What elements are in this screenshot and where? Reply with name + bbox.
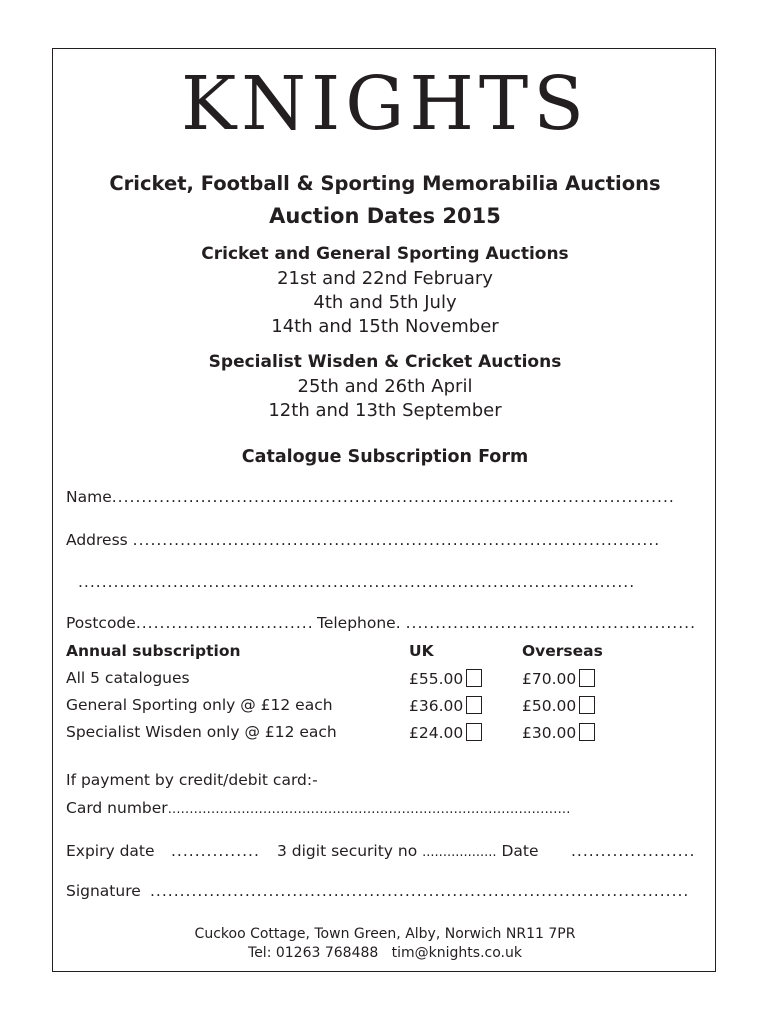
address-label: Address <box>66 531 128 549</box>
uk-price-general-text: £36.00 <box>409 697 464 715</box>
date-label: Date <box>501 842 539 860</box>
card-number-field[interactable]: ............................................................................................. <box>167 802 571 817</box>
uk-price-all <box>409 669 482 688</box>
payment-intro: If payment by credit/debit card:- <box>66 771 318 789</box>
subscription-header: Annual subscription <box>66 642 241 660</box>
security-label: 3 digit security no <box>277 842 418 860</box>
overseas-price-specialist <box>522 723 595 742</box>
overseas-specialist-checkbox[interactable] <box>579 723 595 741</box>
uk-price-all-text: £55.00 <box>409 670 464 688</box>
specialist-date-1: 25th and 26th April <box>297 376 473 397</box>
name-field[interactable]: ............................................................................................... <box>111 488 675 506</box>
date-field[interactable]: ..................... <box>571 842 696 860</box>
row-label-specialist: Specialist Wisden only @ £12 each <box>66 723 337 741</box>
tagline: Cricket, Football & Sporting Memorabilia Auctions <box>109 172 661 195</box>
auction-dates-title: Auction Dates 2015 <box>269 204 501 228</box>
overseas-price-general-text: £50.00 <box>522 697 577 715</box>
telephone-label: Telephone. <box>317 614 401 632</box>
uk-price-specialist-text: £24.00 <box>409 724 464 742</box>
expiry-label: Expiry date <box>66 842 155 860</box>
knights-logo: KNIGHTS <box>181 61 589 147</box>
row-label-general: General Sporting only @ £12 each <box>66 696 333 714</box>
signature-label: Signature <box>66 882 141 900</box>
uk-price-general <box>409 696 482 715</box>
address-field[interactable]: ......................................................................................... <box>132 531 661 549</box>
expiry-field[interactable]: ............... <box>171 842 260 860</box>
general-auctions-heading: Cricket and General Sporting Auctions <box>201 244 569 264</box>
footer-tel: Tel: 01263 768488 <box>248 945 379 961</box>
overseas-price-all-text: £70.00 <box>522 670 577 688</box>
postcode-label: Postcode <box>66 614 136 632</box>
footer-email[interactable]: tim@knights.co.uk <box>391 945 522 961</box>
general-date-2: 4th and 5th July <box>313 292 457 313</box>
row-label-all: All 5 catalogues <box>66 669 190 687</box>
overseas-general-checkbox[interactable] <box>579 696 595 714</box>
general-date-1: 21st and 22nd February <box>277 268 493 289</box>
signature-field[interactable]: ........................................................................................... <box>150 882 690 900</box>
address-line-2-field[interactable]: .............................................................................................. <box>78 573 636 591</box>
uk-price-specialist <box>409 723 482 742</box>
footer-contact <box>0 945 770 961</box>
overseas-price-general <box>522 696 595 715</box>
specialist-auctions-heading: Specialist Wisden & Cricket Auctions <box>208 352 562 372</box>
footer-address: Cuckoo Cottage, Town Green, Alby, Norwich NR11 7PR <box>194 926 576 942</box>
telephone-field[interactable]: ................................................. <box>405 614 697 632</box>
overseas-price-specialist-text: £30.00 <box>522 724 577 742</box>
overseas-price-all <box>522 669 595 688</box>
security-field[interactable]: .................. <box>422 845 497 860</box>
overseas-all-checkbox[interactable] <box>579 669 595 687</box>
card-number-label: Card number <box>66 799 168 817</box>
form-title: Catalogue Subscription Form <box>241 447 529 467</box>
postcode-field[interactable]: .............................. <box>135 614 314 632</box>
uk-general-checkbox[interactable] <box>466 696 482 714</box>
overseas-column-header: Overseas <box>522 642 603 660</box>
uk-column-header: UK <box>409 642 434 660</box>
general-date-3: 14th and 15th November <box>271 316 499 337</box>
uk-all-checkbox[interactable] <box>466 669 482 687</box>
specialist-date-2: 12th and 13th September <box>268 400 502 421</box>
name-label: Name <box>66 488 112 506</box>
uk-specialist-checkbox[interactable] <box>466 723 482 741</box>
